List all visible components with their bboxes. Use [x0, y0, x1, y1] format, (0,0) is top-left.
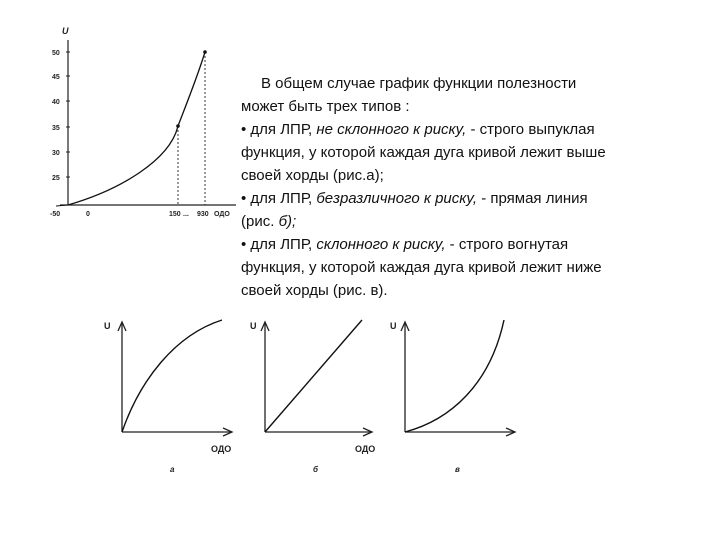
bullet-1-line-3: своей хорды (рис.а);: [241, 167, 384, 184]
bullet-3-prefix: • для ЛПР,: [241, 236, 317, 253]
x-tick-label: 930: [197, 211, 209, 218]
x-tick-label: 0: [86, 211, 90, 218]
bullet-1-suffix: - строго выпуклая: [466, 121, 595, 138]
bullet-3-line-3: своей хорды (рис. в).: [241, 282, 388, 299]
main-x-ticks: [50, 211, 209, 218]
bullet-2-suffix: - прямая линия: [477, 190, 588, 207]
bullet-1-line-2: функция, у которой каждая дуга кривой лежит выше: [241, 144, 606, 161]
y-tick-label: 35: [52, 125, 60, 132]
small-a-y-label: U: [104, 321, 111, 331]
main-y-axis-label: U: [62, 26, 69, 36]
bullet-2-line-2: [241, 210, 693, 233]
small-c-curve: [405, 320, 504, 432]
intro-line-1: В общем случае график функции полезности: [261, 75, 577, 92]
bullet-3-line-1: [241, 233, 693, 256]
point-150: [176, 124, 180, 128]
bullet-2-prefix: • для ЛПР,: [241, 190, 317, 207]
bullet-1-prefix: • для ЛПР,: [241, 121, 317, 138]
bullet-3-suffix: - строго вогнутая: [445, 236, 569, 253]
main-y-ticks: [52, 50, 70, 182]
x-tick-ellipsis: ...: [183, 211, 189, 218]
small-b-y-label: U: [250, 321, 257, 331]
y-tick-label: 25: [52, 175, 60, 182]
description-text: [241, 72, 693, 302]
point-930: [203, 50, 207, 54]
small-b-line: [265, 320, 362, 432]
small-a-x-label: ОДО: [211, 444, 232, 454]
y-tick-label: 30: [52, 150, 60, 157]
main-utility-curve: [68, 52, 205, 205]
small-chart-a: [104, 320, 232, 474]
small-c-caption: в: [455, 465, 460, 474]
bullet-2-ref-prefix: (рис.: [241, 213, 279, 230]
y-tick-label: 50: [52, 50, 60, 57]
small-chart-c: [390, 320, 515, 474]
y-tick-label: 45: [52, 74, 60, 81]
small-b-caption: б: [313, 465, 318, 474]
small-a-caption: а: [170, 465, 175, 474]
bullet-1-line-1: [241, 118, 693, 141]
small-b-x-label: ОДО: [355, 444, 376, 454]
main-x-axis-label: ОДО: [214, 211, 230, 218]
bullet-2-emphasis: безразличного к риску,: [316, 190, 478, 207]
small-a-curve: [122, 320, 222, 432]
bullet-3-line-2: функция, у которой каждая дуга кривой лежит ниже: [241, 259, 602, 276]
x-tick-label: -50: [50, 211, 61, 218]
bullet-1-emphasis: не склонного к риску,: [316, 121, 467, 138]
main-curve-left-tail: [56, 205, 68, 206]
bullet-2-ref-emphasis: б);: [278, 213, 297, 230]
y-tick-label: 40: [52, 99, 60, 106]
small-c-y-label: U: [390, 321, 397, 331]
small-chart-b: [250, 320, 375, 474]
main-chart: [50, 26, 236, 218]
intro-line-2: может быть трех типов :: [241, 98, 410, 115]
x-tick-label: 150: [169, 211, 181, 218]
bullet-3-emphasis: склонного к риску,: [316, 236, 446, 253]
bullet-2-line-1: [241, 187, 693, 210]
